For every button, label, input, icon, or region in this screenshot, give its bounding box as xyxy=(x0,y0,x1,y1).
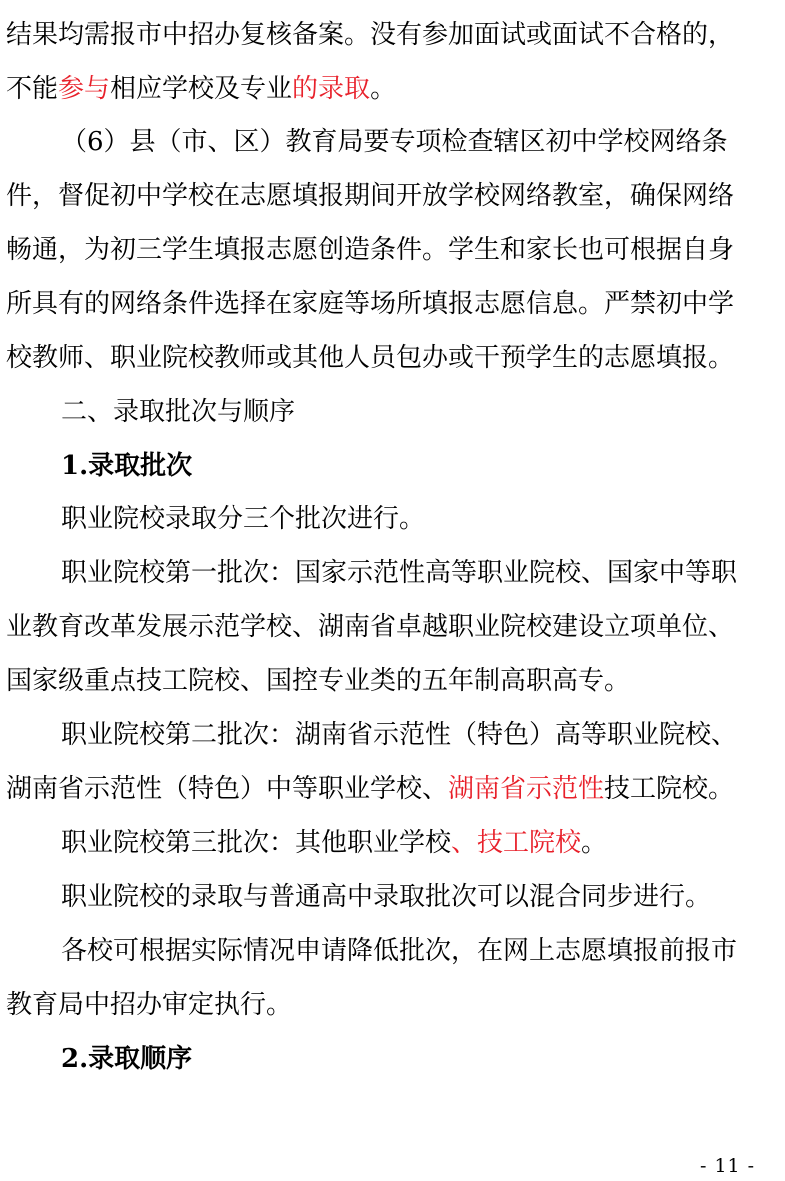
body-line-11 xyxy=(6,664,630,698)
text-run: 职业院校的录取与普通高中录取批次可以混合同步进行。 xyxy=(61,882,712,912)
subsection-heading xyxy=(61,449,192,483)
text-run: （6）县（市、区）教育局要专项检查辖区初中学校网络条 xyxy=(61,127,728,157)
body-line-10 xyxy=(6,610,774,644)
highlighted-text-run: 、技工院校 xyxy=(451,828,582,858)
text-run: 畅通，为初三学生填报志愿创造条件。学生和家长也可根据自身 xyxy=(6,235,735,265)
body-line-12 xyxy=(61,718,774,752)
body-line-9 xyxy=(61,556,774,590)
body-line-3 xyxy=(61,125,774,159)
text-run: 技工院校。 xyxy=(604,774,735,804)
text-run: 湖南省示范性（特色）中等职业学校、 xyxy=(6,774,449,804)
body-line-8 xyxy=(61,502,425,536)
body-line-13 xyxy=(6,772,734,806)
text-run: 相应学校及专业 xyxy=(110,74,293,104)
body-line-7 xyxy=(6,341,774,375)
heading-text: 二、录取批次与顺序 xyxy=(61,397,296,427)
text-run: 业教育改革发展示范学校、湖南省卓越职业院校建设立项单位、 xyxy=(6,612,735,642)
text-run: 职业院校第二批次：湖南省示范性（特色）高等职业院校、 xyxy=(61,720,738,750)
body-line-4 xyxy=(6,179,774,213)
text-run: 校教师、职业院校教师或其他人员包办或干预学生的志愿填报。 xyxy=(6,343,735,373)
highlighted-text-run: 湖南省示范性 xyxy=(448,774,605,804)
text-run: 结果均需报市中招办复核备案。没有参加面试或面试不合格的， xyxy=(6,20,735,50)
text-run: 所具有的网络条件选择在家庭等场所填报志愿信息。严禁初中学 xyxy=(6,289,735,319)
body-line-2 xyxy=(6,72,396,106)
subsection-heading xyxy=(61,1042,192,1076)
body-line-15 xyxy=(61,880,711,914)
text-run: 。 xyxy=(370,74,397,104)
text-run: 职业院校第一批次：国家示范性高等职业院校、国家中等职 xyxy=(61,558,738,588)
body-line-1 xyxy=(6,18,774,52)
text-run: 不能 xyxy=(6,74,59,104)
page-number: - 11 - xyxy=(700,1155,756,1177)
text-run: 职业院校录取分三个批次进行。 xyxy=(61,504,426,534)
text-run: 。 xyxy=(581,828,608,858)
body-line-17 xyxy=(6,988,292,1022)
section-heading xyxy=(61,395,295,429)
heading-text: 1.录取批次 xyxy=(61,451,193,481)
highlighted-text-run: 的录取 xyxy=(292,74,371,104)
text-run: 职业院校第三批次：其他职业学校 xyxy=(61,828,452,858)
body-line-16 xyxy=(61,934,774,968)
highlighted-text-run: 参与 xyxy=(58,74,111,104)
text-run: 件，督促初中学校在志愿填报期间开放学校网络教室，确保网络 xyxy=(6,181,735,211)
text-run: 教育局中招办审定执行。 xyxy=(6,990,293,1020)
heading-text: 2.录取顺序 xyxy=(61,1044,193,1074)
text-run: 各校可根据实际情况申请降低批次，在网上志愿填报前报市 xyxy=(61,936,738,966)
body-line-6 xyxy=(6,287,774,321)
text-run: 国家级重点技工院校、国控专业类的五年制高职高专。 xyxy=(6,666,631,696)
body-line-5 xyxy=(6,233,774,267)
body-line-14 xyxy=(61,826,607,860)
